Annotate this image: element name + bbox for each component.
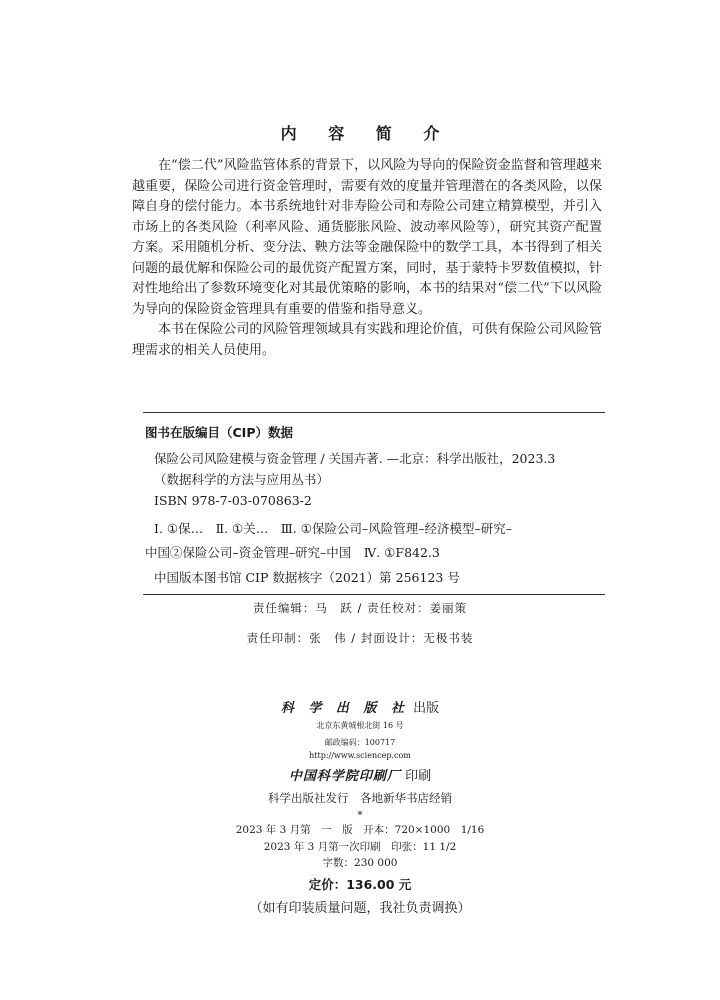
- publisher-role: 出版: [413, 701, 440, 716]
- summary-paragraph-1: 在“偿二代”风险监管体系的背景下，以风险为导向的保险资金监督和管理越来越重要，保险公司进行资金管理时，需要有效的度量并管理潜在的各类风险，以保障自身的偿付能力。本书系统地针对非寿险公司和寿险公司建立精算模型，并引入市场上的各类风险（利率风险、通货膨胀风险、波动率风险等），研究其资产配置方案。采用随机分析、变分法、鞅方法等金融保险中的数学工具，本书得到了相关问题的最优解和保险公司的最优资产配置方案，同时，基于蒙特卡罗数值模拟，针对性地给出了参数环境变化对其最优策略的影响，本书的结果对“偿二代”下以风险为导向的保险资金管理具有重要的借鉴和指导意义。: [132, 158, 602, 317]
- book-summary: [132, 156, 602, 361]
- cip-classification: [143, 517, 605, 565]
- separator-asterisk: *: [357, 809, 363, 821]
- price: 定价：136.00 元: [308, 877, 412, 892]
- cip-classification-line-2: 中国②保险公司–资金管理–研究–中国 Ⅳ. ①F842.3: [145, 545, 440, 560]
- cip-isbn: ISBN 978-7-03-070863-2: [154, 493, 312, 508]
- publisher-line: [0, 697, 720, 716]
- edition-line: 2023 年 3 月第 一 版 开本：720×1000 1/16: [235, 824, 485, 836]
- summary-paragraph-2: 本书在保险公司的风险管理领域具有实践和理论价值，可供有保险公司风险管理需求的相关人员使用。: [132, 322, 602, 358]
- distribution-line: 科学出版社发行 各地新华书店经销: [268, 791, 452, 805]
- printer-line: [0, 765, 720, 784]
- cip-bibliographic: 保险公司风险建模与资金管理 / 关国卉著. —北京：科学出版社，2023.3: [154, 451, 556, 466]
- page-title: 内 容 简 介: [280, 124, 453, 143]
- publisher-url: http://www.sciencep.com: [309, 751, 411, 760]
- cip-series: （数据科学的方法与应用丛书）: [154, 472, 330, 487]
- cip-bottom-rule: [143, 594, 605, 595]
- cip-heading: 图书在版编目（CIP）数据: [145, 425, 293, 440]
- cip-data-block: [143, 412, 605, 595]
- quality-note: （如有印装质量问题，我社负责调换）: [249, 901, 471, 916]
- word-count: 字数：230 000: [322, 857, 398, 869]
- printing-line: 2023 年 3 月第一次印刷 印张：11 1/2: [263, 841, 457, 853]
- cip-classification-line-1: Ⅰ. ①保… Ⅱ. ①关… Ⅲ. ①保险公司–风险管理–经济模型–研究–: [154, 521, 512, 536]
- imprint-block: [0, 697, 720, 916]
- credits-line-2: 责任印制：张 伟 / 封面设计：无极书装: [246, 631, 474, 645]
- publisher-postcode: 邮政编码：100717: [324, 738, 396, 747]
- printer-name: 中国科学院印刷厂: [288, 769, 401, 784]
- publisher-name: 科 学 出 版 社: [280, 701, 409, 716]
- publisher-address: 北京东黄城根北街 16 号: [316, 721, 404, 730]
- cip-check-number: 中国版本图书馆 CIP 数据核字（2021）第 256123 号: [154, 570, 460, 585]
- credits-line-1: 责任编辑：马 跃 / 责任校对：姜丽策: [252, 601, 468, 615]
- printer-role: 印刷: [405, 769, 432, 784]
